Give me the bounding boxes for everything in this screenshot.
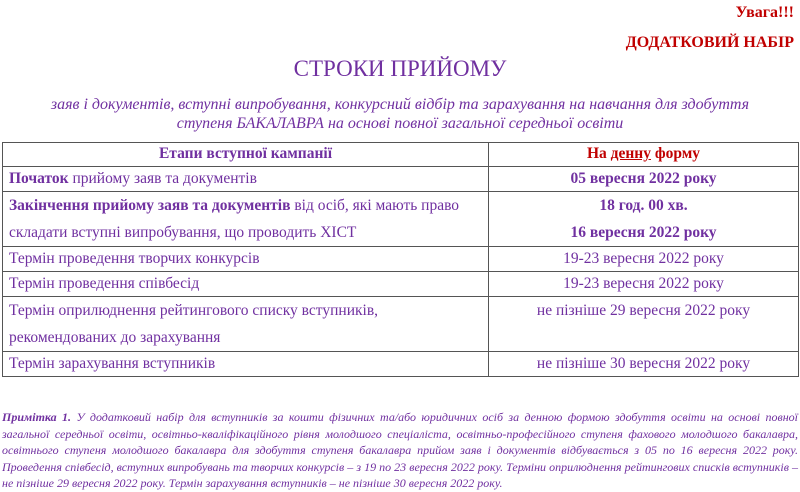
header-form-underlined: денну [610, 145, 651, 162]
date-day: 16 вересня 2022 року [570, 224, 717, 241]
date-cell: не пізніше 29 вересня 2022 року [489, 297, 799, 352]
stage-cell: Термін зарахування вступників [3, 352, 489, 377]
stage-cell [3, 192, 489, 247]
header-stages: Етапи вступної кампанії [3, 143, 489, 167]
date-cell: не пізніше 30 вересня 2022 року [489, 352, 799, 377]
date-cell: 19-23 вересня 2022 року [489, 247, 799, 272]
stage-cell: Термін проведення творчих конкурсів [3, 247, 489, 272]
stage-bold: Початок [9, 170, 69, 187]
page-title: СТРОКИ ПРИЙОМУ [293, 56, 507, 81]
page-subtitle: заяв і документів, вступні випробування, конкурсний відбір та зарахування на навчання для здобуття ступеня БАКАЛАВРА на основі повної загальної середньої освіти [50, 96, 750, 132]
table-row [3, 352, 799, 377]
footnote-label: Примітка 1. [2, 410, 72, 424]
footnote [2, 409, 798, 492]
date-cell [489, 192, 799, 247]
table-row [3, 247, 799, 272]
stage-cell: Термін оприлюднення рейтингового списку вступників, рекомендованих до зарахування [3, 297, 489, 352]
date-cell: 05 вересня 2022 року [489, 167, 799, 192]
attention-label: Увага!!! [735, 4, 794, 21]
additional-admission-label: ДОДАТКОВИЙ НАБІР [625, 34, 794, 51]
stage-cell: Термін проведення співбесід [3, 272, 489, 297]
stage-text: від осіб, які мають право складати вступні випробування, що проводить ХІСТ [9, 197, 460, 241]
header-form-suffix: форму [650, 145, 701, 162]
table-row [3, 167, 799, 192]
date-cell: 19-23 вересня 2022 року [489, 272, 799, 297]
header-form [489, 143, 799, 167]
admission-schedule-table [2, 142, 799, 377]
table-header-row [3, 143, 799, 167]
table-row [3, 272, 799, 297]
stage-text: прийому заяв та документів [68, 170, 257, 187]
header-form-prefix: На [586, 145, 611, 162]
footnote-text: У додатковий набір для вступників за кошти фізичних та/або юридичних осіб за денною формою здобуття освіти на основі повної загальної середньої освіти, освітньо-кваліфікаційного рівня молодшого спеціаліста, освітньо-професійного ступеня фахового молодшого бакалавра, освітнього ступеня молодшого бакалавра для здобуття ступеня бакалавра прийом заяв і документів відбувається з 05 по 16 вересня 2022 року. Проведення співбесід, вступних випробувань та творчих конкурсів – з 19 по 23 вересня 2022 року. Терміни оприлюднення рейтингових списків вступників – не пізніше 29 вересня 2022 року. Термін зарахування вступників – не пізніше 30 вересня 2022 року. [2, 410, 798, 490]
stage-bold: Закінчення прийому заяв та документів [9, 197, 291, 214]
table-row [3, 297, 799, 352]
date-time: 18 год. 00 хв. [599, 197, 688, 214]
notice-block [626, 2, 794, 54]
table-row [3, 192, 799, 247]
stage-cell [3, 167, 489, 192]
